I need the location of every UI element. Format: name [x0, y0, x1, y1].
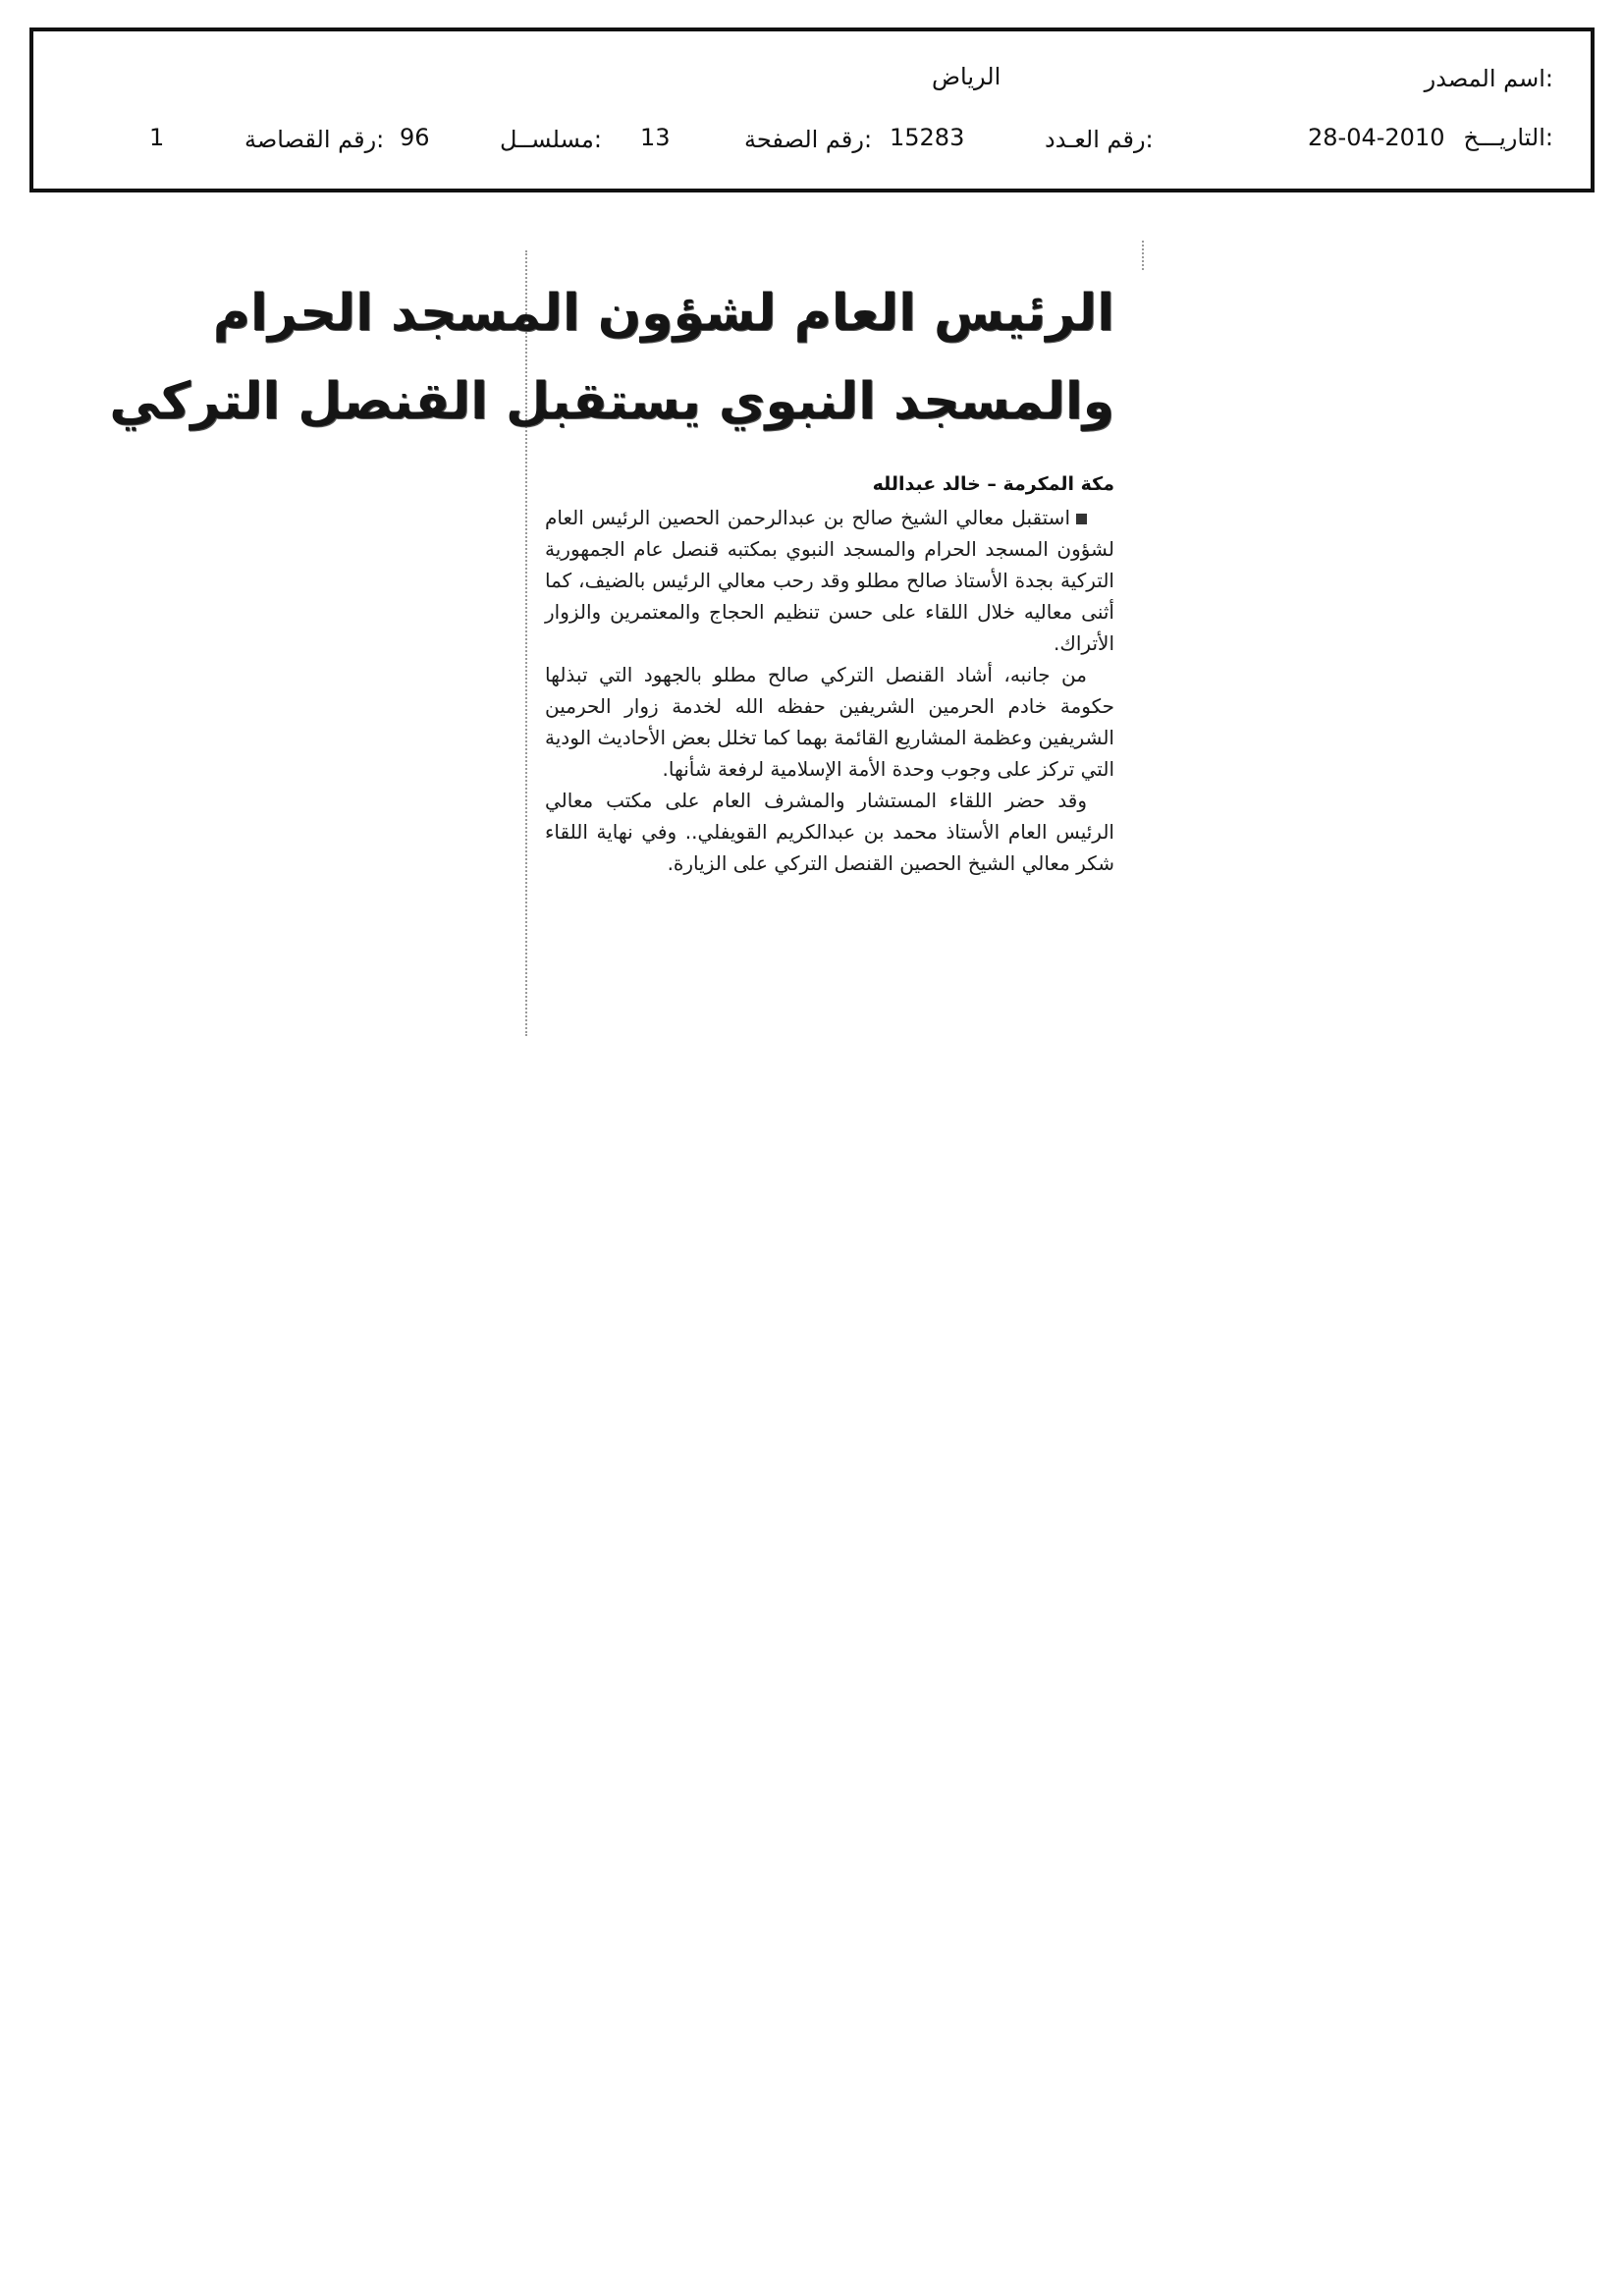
article-body — [545, 502, 1114, 879]
paragraph-1 — [545, 502, 1114, 659]
clipping-edge — [525, 250, 527, 1036]
source-label: اسم المصدر: — [1424, 65, 1553, 92]
serial-value: 96 — [400, 124, 430, 151]
metadata-box — [29, 27, 1595, 192]
page-label: رقم الصفحة: — [744, 126, 873, 153]
byline: مكة المكرمة – خالد عبدالله — [872, 473, 1114, 495]
headline-line-2: والمسجد النبوي يستقبل القنصل التركي — [109, 372, 1114, 431]
page-value: 13 — [640, 124, 671, 151]
paragraph-3-text: وقد حضر اللقاء المستشار والمشرف العام على مكتب معالي الرئيس العام الأستاذ محمد بن عبدالكريم القويفلي.. وفي نهاية اللقاء شكر معالي الشيخ الحصين القنصل التركي على الزيارة. — [545, 789, 1114, 875]
serial-label: مسلســل: — [500, 126, 602, 153]
paragraph-2-text: من جانبه، أشاد القنصل التركي صالح مطلو بالجهود التي تبذلها حكومة خادم الحرمين الشريفين حفظه الله لخدمة زوار الحرمين الشريفين وعظمة المشاريع القائمة بهما كما تخلل بعض الأحاديث الودية التي تركز على وجوب وحدة الأمة الإسلامية لرفعة شأنها. — [545, 663, 1114, 781]
paragraph-2 — [545, 659, 1114, 785]
issue-value: 15283 — [890, 124, 965, 151]
date-label: التاريـــخ: — [1463, 124, 1553, 151]
source-value: الرياض — [932, 63, 1001, 90]
bullet-square-icon — [1076, 514, 1087, 524]
clip-label: رقم القصاصة: — [244, 126, 385, 153]
newspaper-clipping — [109, 241, 1144, 1036]
clip-value: 1 — [149, 124, 165, 151]
paragraph-1-text: استقبل معالي الشيخ صالح بن عبدالرحمن الحصين الرئيس العام لشؤون المسجد الحرام والمسجد النبوي بمكتبه قنصل عام الجمهورية التركية بجدة الأستاذ صالح مطلو وقد رحب معالي الرئيس بالضيف، كما أثنى معاليه خلال اللقاء على حسن تنظيم الحجاج والمعتمرين والزوار الأتراك. — [545, 506, 1114, 655]
date-value: 28-04-2010 — [1308, 124, 1445, 151]
clipping-edge-right — [1142, 241, 1144, 270]
issue-label: رقم العـدد: — [1045, 126, 1154, 153]
paragraph-3 — [545, 785, 1114, 879]
headline-line-1: الرئيس العام لشؤون المسجد الحرام — [212, 284, 1114, 343]
